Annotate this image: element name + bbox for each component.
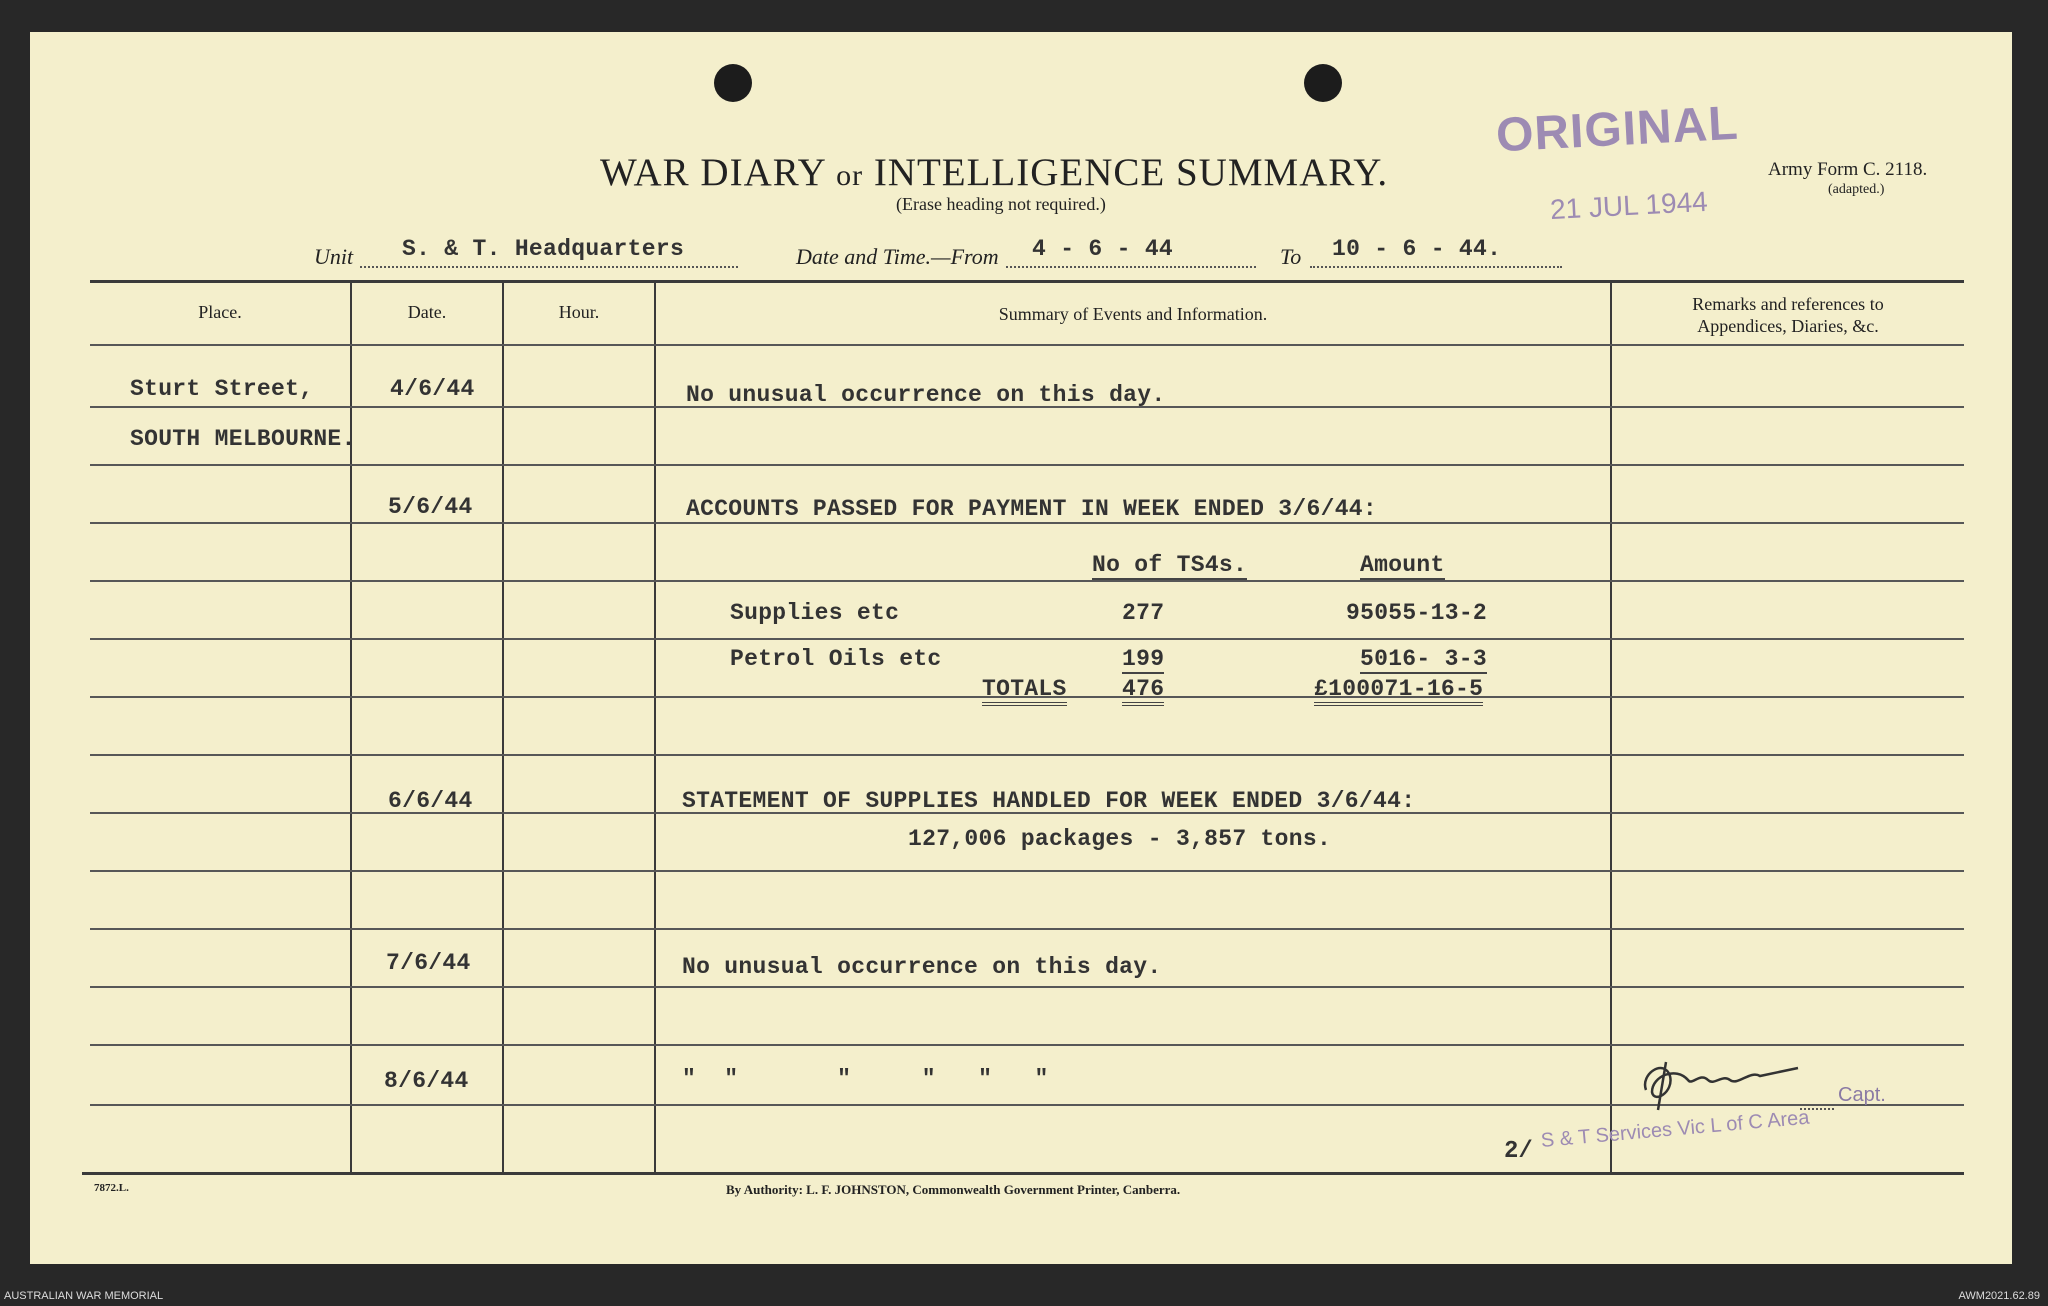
unit-prefix: 2/ [1504, 1138, 1533, 1165]
original-stamp: ORIGINAL [1494, 96, 1740, 163]
entry-date-2: 5/6/44 [388, 494, 473, 520]
entry-date-5: 8/6/44 [384, 1068, 469, 1094]
diary-sheet [30, 32, 2012, 1264]
ruled-line [90, 464, 1964, 466]
table-bottom-border [82, 1172, 1964, 1175]
unit-dotted-line [360, 266, 738, 268]
form-number: 7872.L. [94, 1182, 129, 1194]
date-from-dotted-line [1006, 266, 1256, 268]
col-divider-date [502, 282, 504, 1174]
accounts-col-amount: Amount [1360, 552, 1445, 578]
entry-text-5: " " " " " " [682, 1066, 1049, 1092]
ruled-line [90, 638, 1964, 640]
entry-date-3: 6/6/44 [388, 788, 473, 814]
header-remarks-2: Appendices, Diaries, &c. [1697, 316, 1879, 336]
punch-hole-left [714, 64, 752, 102]
to-label: To [1280, 244, 1302, 269]
ruled-line [90, 344, 1964, 346]
col-divider-hour [654, 282, 656, 1174]
entry-text-1: No unusual occurrence on this day. [686, 382, 1166, 408]
title-part-2: INTELLIGENCE SUMMARY. [873, 151, 1389, 194]
unit-label: Unit [314, 244, 354, 269]
header-place: Place. [198, 302, 242, 322]
entry-text-2: ACCOUNTS PASSED FOR PAYMENT IN WEEK ENDED 3/6/44: [686, 496, 1378, 522]
signature-rank: Capt. [1838, 1084, 1886, 1106]
army-form-label: Army Form C. 2118. [1768, 159, 1928, 180]
col-divider-summary [1610, 282, 1612, 1174]
accounts-row2-count: 199 [1122, 646, 1165, 672]
header-remarks-1: Remarks and references to [1692, 294, 1884, 314]
header-date: Date. [407, 302, 447, 322]
adapted-label: (adapted.) [1828, 182, 1885, 197]
authority-line: By Authority: L. F. JOHNSTON, Commonwealth Government Printer, Canberra. [726, 1182, 1181, 1197]
ruled-line [90, 928, 1964, 930]
entry-date-4: 7/6/44 [386, 950, 471, 976]
place-line-2: SOUTH MELBOURNE. [130, 426, 356, 452]
ruled-line [90, 986, 1964, 988]
accounts-row1-label: Supplies etc [730, 600, 900, 626]
archive-id: AWM2021.62.89 [1958, 1290, 2040, 1302]
accounts-row2-amount: 5016- 3-3 [1360, 646, 1487, 672]
received-date-stamp: 21 JUL 1944 [1549, 185, 1709, 226]
unit-value: S. & T. Headquarters [402, 236, 685, 262]
accounts-totals-label: TOTALS [982, 676, 1067, 706]
ruled-line [90, 580, 1964, 582]
erase-note: (Erase heading not required.) [896, 194, 1106, 214]
signature [1630, 1046, 1810, 1116]
ruled-line [90, 522, 1964, 524]
entry-text-3: STATEMENT OF SUPPLIES HANDLED FOR WEEK ENDED 3/6/44: [682, 788, 1416, 814]
form-title [600, 150, 1388, 195]
accounts-totals-count: 476 [1122, 676, 1164, 706]
header-hour: Hour. [558, 302, 600, 322]
header-summary: Summary of Events and Information. [998, 304, 1268, 324]
accounts-col-count: No of TS4s. [1092, 552, 1248, 578]
date-to-dotted-line [1310, 266, 1562, 268]
date-to-value: 10 - 6 - 44. [1332, 236, 1502, 262]
ruled-line [90, 870, 1964, 872]
col-divider-place [350, 282, 352, 1174]
date-time-label: Date and Time.—From [796, 244, 999, 269]
archive-credit: AUSTRALIAN WAR MEMORIAL [4, 1290, 164, 1302]
accounts-totals-amount: £100071-16-5 [1314, 676, 1483, 706]
entry-text-3b: 127,006 packages - 3,857 tons. [908, 826, 1332, 852]
title-or: or [836, 159, 864, 192]
title-part-1: WAR DIARY [600, 151, 826, 194]
accounts-row2-label: Petrol Oils etc [730, 646, 942, 672]
entry-date-1: 4/6/44 [390, 376, 475, 402]
ruled-line [90, 754, 1964, 756]
unit-stamp: S & T Services Vic L of C Area [1539, 1106, 1811, 1153]
entry-text-4: No unusual occurrence on this day. [682, 954, 1162, 980]
punch-hole-right [1304, 64, 1342, 102]
table-top-border [90, 280, 1964, 283]
accounts-row1-count: 277 [1122, 600, 1165, 626]
date-from-value: 4 - 6 - 44 [1032, 236, 1174, 262]
accounts-row1-amount: 95055-13-2 [1346, 600, 1488, 626]
place-line-1: Sturt Street, [130, 376, 314, 402]
